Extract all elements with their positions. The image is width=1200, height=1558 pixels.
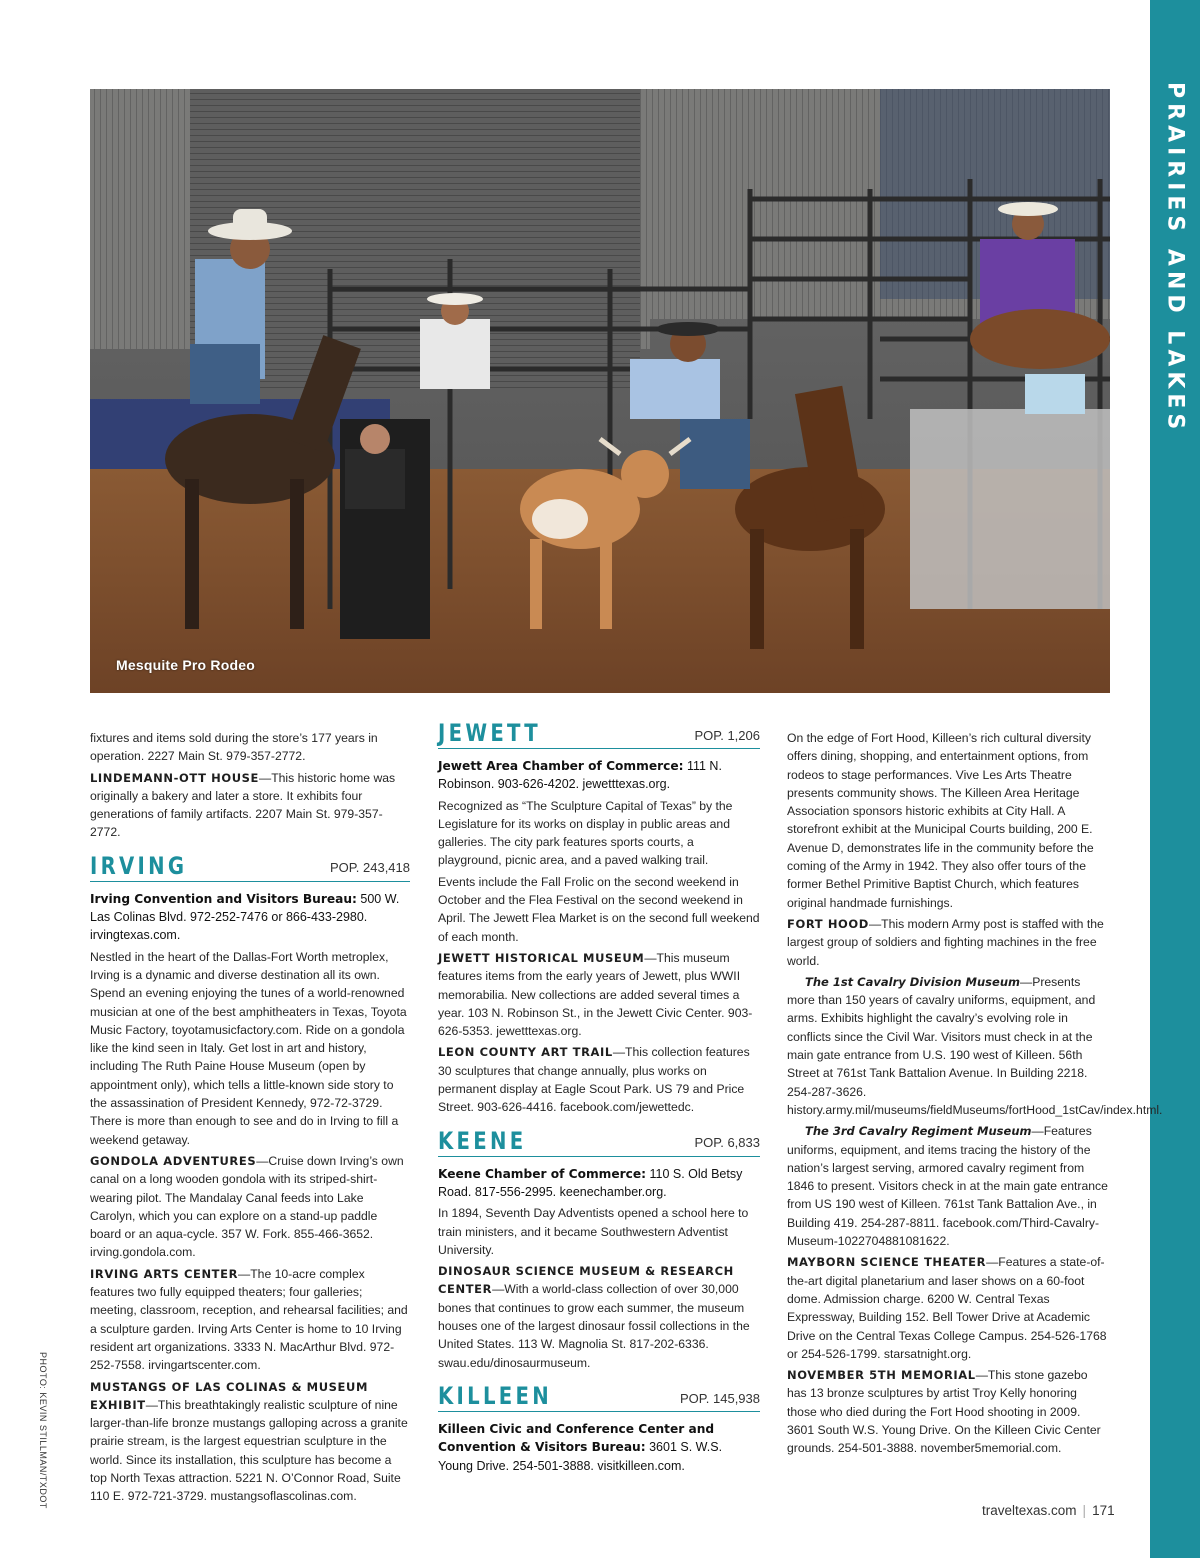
city-header-irving [90,852,410,882]
entry-keyword: FORT HOOD [787,916,869,931]
bureau-name: Keene Chamber of Commerce: [438,1166,647,1181]
city-description: In 1894, Seventh Day Adventists opened a school here to train ministers, and it became Southwestern Adventist University. [438,1206,749,1257]
entry-text: —This stone gazebo has 13 bronze sculptures by artist Troy Kelly honoring those who died during the Fort Hood shooting in 2009. 3601 South W.S. Young Drive. On the Killeen Civic Center grounds. 254-501-3888. november5memorial.com. [787,1368,1101,1456]
entry-text: —Presents more than 150 years of cavalry uniforms, equipment, and arms. Exhibits highlight the cavalry’s evolving role in conflicts since the Civil War. Visitors must check in at the main gate entrance from U.S. 190 west of Killeen. 56th Street at 761st Tank Battalion Avenue. In Building 2218. 254-287-3626. history.army.mil/museums/fieldMuseums/fortHood_1stCav/index.html. [787,974,1163,1117]
entry-lindemann [90,769,410,842]
entry-jewett-museum [438,949,760,1040]
killeen-description: On the edge of Fort Hood, Killeen’s rich cultural diversity offers dining, shopping, and entertainment options, from rodeos to stage performances. Vive Les Arts Theatre presents community shows. The Killeen Area Heritage Association sponsors historic exhibits at City Hall. A storefront exhibit at the Municipal Courts building, 200 E. Avenue D, demonstrates life in the community before the coming of the Army in 1942. They also offer tours of the former Bethel Primitive Baptist Church, which features original handmade furnishings. [787,731,1094,910]
visitor-bureau-irving [90,890,410,945]
entry-keyword: The 1st Cavalry Division Museum [805,974,1021,989]
entry-november-5th [787,1366,1109,1457]
city-events: Events include the Fall Frolic on the second weekend in October and the Flea Festival on the second weekend in April. The Jewett Flea Market is on the second full weekend of each month. [438,874,760,944]
entry-keyword: JEWETT HISTORICAL MUSEUM [438,950,645,965]
bureau-contact: 111 N. Robinson. 903-626-4202. jewetttexas.org. [438,759,722,792]
intro-paragraph: fixtures and items sold during the store’s 177 years in operation. 2227 Main St. 979-357-2772. [90,731,378,764]
city-name: KEENE [438,1126,527,1155]
entry-3rd-cavalry [787,1122,1109,1250]
bureau-name: Irving Convention and Visitors Bureau: [90,891,357,906]
visitor-bureau-jewett [438,757,760,794]
entry-text: —This museum features items from the early years of Jewett, plus WWII memorabilia. New collections are added several times a year. 103 N. Robinson St., in the Jewett Civic Center. 903-626-5353. jewetttexas.org. [438,950,753,1039]
city-header-killeen [438,1382,760,1412]
entry-text: —With a world-class collection of over 30,000 bones that continues to grow each summer, the museum houses one of the largest dinosaur fossil collections in the United States. 113 W. Magnolia St. 817-202-6336. swau.edu/dinosaurmuseum. [438,1282,750,1370]
bureau-name: Jewett Area Chamber of Commerce: [438,759,684,773]
entry-keyword: LINDEMANN-OTT HOUSE [90,770,260,785]
entry-text: —The 10-acre complex features two fully equipped theaters; four galleries; meeting, classroom, reception, and rehearsal facilities; and a sculpture garden. Irving Arts Center is home to 10 Irving resident art organizations. 3333 N. MacArthur Blvd. 972-252-7558. irvingartscenter.com. [90,1266,408,1373]
city-name: JEWETT [438,719,541,747]
signboard [1025,374,1085,414]
rodeo-photo [90,89,1110,693]
entry-fort-hood [787,915,1109,970]
entry-1st-cavalry [787,973,1163,1119]
entry-gondola [90,1152,410,1262]
entry-text: —Features uniforms, equipment, and items tracing the history of the nation’s largest serving, armored cavalry regiment from 1846 to present. Visitors check in at the main gate entrance from US 190 west of Killeen. 761st Tank Battalion Ave., in Building 419. 254-287-8811. facebook.com/Third-Cavalry-Museum-1022704881081622. [787,1124,1108,1249]
city-header-jewett [438,719,760,749]
footer-site: traveltexas.com [982,1503,1077,1518]
entry-text: —This breathtakingly realistic sculpture of nine larger-than-life bronze mustangs galloping across a granite prairie stream, is the largest equestrian sculpture in the world. Since its installation, this sculpture has become a top North Texas attraction. 5221 N. O’Connor Road, Suite 110 E. 972-721-3729. mustangsoflascolinas.com. [90,1397,408,1504]
page-footer [982,1503,1115,1518]
entry-keyword: NOVEMBER 5TH MEMORIAL [787,1368,976,1383]
city-name: KILLEEN [438,1381,552,1410]
column-1 [90,729,410,1509]
entry-text: —Cruise down Irving’s own canal on a long wooden gondola with its striped-shirt-wearing pilot. The Mandalay Canal feeds into Lake Carolyn, which you can explore on a stand-up paddle board or an aqua-cycle. 357 W. Fork. 855-466-3652. irving.gondola.com. [90,1153,404,1260]
entry-keyword: GONDOLA ADVENTURES [90,1153,257,1168]
entry-dinosaur-museum [438,1262,760,1372]
city-population: POP. 243,418 [330,860,410,876]
entry-mayborn [787,1253,1109,1363]
section-title-text: PRAIRIES AND LAKES [1162,82,1188,435]
white-gate [910,409,1110,609]
entry-arts-center [90,1265,410,1375]
entry-keyword: MUSTANGS OF LAS COLINAS & MUSEUM EXHIBIT [90,1379,368,1412]
city-description: Nestled in the heart of the Dallas-Fort Worth metroplex, Irving is a dynamic and diverse destination all its own. Spend an evening enjoying the tunes of a world-renowned musician at one of the best amphitheaters in Texas, Toyota Music Factory, toyotamusicfactory.com. Ride on a gondola like the kind seen in Italy. Get lost in art and history, including The Ruth Paine House Museum (open by appointment only), which tells a little-known side story to the assassination of President Kennedy, 972-72-3729. There is more than enough to see and do in Irving to fill a weekend getaway. [90,949,407,1147]
entry-text: —Features a state-of-the-art digital planetarium and laser shows on a 60-foot dome. Admission charge. 6200 W. Central Texas Expressway, Building 152. Bell Tower Drive at Academic Drive on the Central Texas College Campus. 254-526-1768 or 254-526-1799. starsatnight.org. [787,1255,1107,1361]
footer-separator: | [1082,1503,1087,1518]
city-header-keene [438,1127,760,1157]
photo-caption: Mesquite Pro Rodeo [116,657,255,673]
city-population: POP. 145,938 [680,1390,760,1406]
page-number: 171 [1092,1503,1115,1518]
column-2 [438,719,760,1478]
rodeo-illustration [90,89,1110,693]
bureau-contact: 500 W. Las Colinas Blvd. 972-252-7476 or 866-433-2980. irvingtexas.com. [90,891,400,943]
entry-mustangs [90,1378,410,1506]
entry-art-trail [438,1043,760,1116]
section-title [1150,82,1200,435]
entry-keyword: IRVING ARTS CENTER [90,1266,239,1281]
city-population: POP. 6,833 [694,1135,760,1151]
entry-text: —This modern Army post is staffed with the largest group of soldiers and fighting machines in the free world. [787,916,1104,968]
city-name: IRVING [90,851,188,880]
bureau-name: Killeen Civic and Conference Center and Convention & Visitors Bureau: [438,1421,715,1455]
city-description: Recognized as “The Sculpture Capital of Texas” by the Legislature for its works on display in public areas and galleries. The city park features sports courts, a playground, picnic area, and a paved walking trail. [438,798,733,868]
entry-text: —This historic home was originally a bakery and later a store. It exhibits four generations of family artifacts. 2207 Main St. 979-357-2772. [90,770,396,840]
photo-credit: PHOTO: KEVIN STILLMAN/TXDOT [38,1352,48,1509]
city-population: POP. 1,206 [694,727,760,743]
entry-keyword: DINOSAUR SCIENCE MUSEUM & RESEARCH CENTER [438,1264,734,1297]
visitor-bureau-killeen [438,1420,760,1475]
bureau-contact: 110 S. Old Betsy Road. 817-556-2995. keenechamber.org. [438,1166,743,1199]
entry-keyword: The 3rd Cavalry Regiment Museum [805,1124,1032,1139]
entry-text: —This collection features 30 sculptures that change annually, plus works on permanent display at Eagle Scout Park. US 79 and Price Street. 903-626-4416. facebook.com/jewettedc. [438,1045,750,1115]
entry-keyword: MAYBORN SCIENCE THEATER [787,1255,987,1270]
entry-keyword: LEON COUNTY ART TRAIL [438,1045,613,1060]
visitor-bureau-keene [438,1165,760,1202]
bureau-contact: 3601 S. W.S. Young Drive. 254-501-3888. visitkilleen.com. [438,1440,723,1473]
column-3 [787,729,1163,1461]
